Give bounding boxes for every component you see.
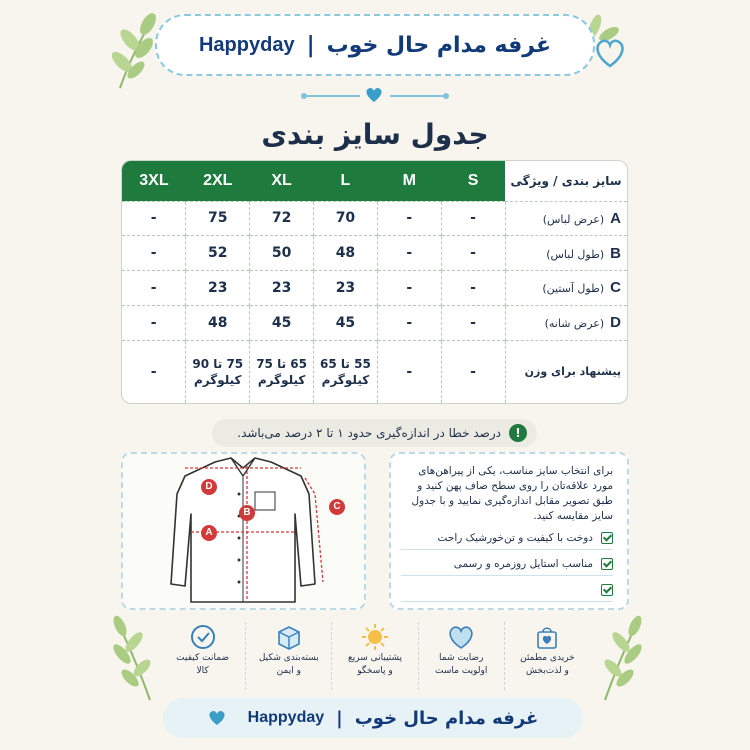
table-row	[122, 236, 627, 271]
table-header-row	[122, 161, 627, 201]
table-cell: 55 تا 65 کیلوگرم	[314, 340, 378, 403]
table-row	[122, 305, 627, 340]
table-row	[122, 340, 627, 403]
page-title: جدول سایز بندی	[261, 118, 489, 151]
footer-banner	[163, 698, 583, 738]
store-title: غرفه مدام حال خوب	[326, 32, 552, 58]
feature-line2: و ایمن	[276, 666, 301, 676]
quality-badge-icon	[188, 622, 218, 652]
table-cell: -	[122, 340, 186, 403]
header-banner	[155, 14, 595, 76]
table-cell: 23	[314, 271, 378, 306]
feature-item	[418, 622, 504, 690]
column-header: M	[377, 161, 441, 201]
warning-icon: !	[509, 424, 527, 442]
table-cell: 23	[186, 271, 250, 306]
check-icon	[601, 584, 613, 596]
row-label: A(عرض لباس)	[505, 201, 627, 236]
table-cell: -	[377, 305, 441, 340]
row-label: C(طول آستین)	[505, 271, 627, 306]
table-cell: -	[441, 201, 505, 236]
shirt-outline-icon	[123, 454, 364, 608]
column-header: 3XL	[122, 161, 186, 201]
heart-icon	[365, 87, 383, 103]
table-cell: 48	[314, 236, 378, 271]
feature-item	[504, 622, 590, 690]
heart-divider	[305, 95, 445, 97]
row-label: D(عرض شانه)	[505, 305, 627, 340]
table-cell: 65 تا 75 کیلوگرم	[250, 340, 314, 403]
footer-separator: |	[336, 707, 343, 729]
row-label: پیشنهاد برای وزن	[505, 340, 627, 403]
table-cell: -	[441, 305, 505, 340]
table-row	[122, 271, 627, 306]
feature-line2: اولویت ماست	[435, 666, 488, 676]
size-table	[121, 160, 628, 404]
table-cell: 50	[250, 236, 314, 271]
table-cell: -	[377, 236, 441, 271]
table-cell: 75	[186, 201, 250, 236]
check-item	[401, 582, 613, 602]
label-a: A	[201, 525, 217, 541]
column-header: S	[441, 161, 505, 201]
row-label: B(طول لباس)	[505, 236, 627, 271]
label-d: D	[201, 479, 217, 495]
shirt-diagram	[121, 452, 366, 610]
table-cell: 70	[314, 201, 378, 236]
table-cell: -	[441, 271, 505, 306]
leaf-branch-bottom-left-icon	[100, 612, 160, 702]
heart-icon	[208, 710, 226, 726]
note-text: درصد خطا در اندازه‌گیری حدود ۱ تا ۲ درصد می‌باشد.	[237, 426, 501, 440]
feature-item	[160, 622, 245, 690]
feature-line1: خریدی مطمئن	[520, 653, 575, 663]
label-b: B	[239, 505, 255, 521]
table-cell: 23	[250, 271, 314, 306]
table-cell: -	[441, 340, 505, 403]
table-cell: -	[122, 201, 186, 236]
leaf-branch-bottom-right-icon	[595, 612, 655, 702]
check-item	[401, 556, 613, 576]
table-cell: 52	[186, 236, 250, 271]
check-icon	[601, 532, 613, 544]
table-cell: -	[122, 305, 186, 340]
feature-line2: و لذت‌بخش	[525, 666, 569, 676]
feature-item	[331, 622, 417, 690]
column-header: XL	[250, 161, 314, 201]
column-header: L	[314, 161, 378, 201]
heart-icon	[446, 622, 476, 652]
feature-line1: بسته‌بندی شکیل	[258, 653, 319, 663]
measuring-guide	[389, 452, 629, 610]
table-cell: -	[377, 340, 441, 403]
table-corner-header: سایز بندی / ویژگی	[505, 161, 627, 201]
brand-name: Happyday	[198, 33, 295, 56]
table-cell: -	[122, 236, 186, 271]
feature-line1: ضمانت کیفیت	[176, 653, 230, 663]
package-icon	[274, 622, 304, 652]
check-icon	[601, 558, 613, 570]
feature-line2: کالا	[196, 666, 209, 676]
table-cell: -	[122, 271, 186, 306]
measurement-note	[212, 419, 537, 447]
table-cell: -	[441, 236, 505, 271]
guide-paragraph: برای انتخاب سایز مناسب، یکی از پیراهن‌های مورد علاقه‌تان را روی سطح صاف پهن کنید و طبق تصویر مقابل اندازه‌گیری نمایید و با جدول سایز مقایسه کنید.	[411, 465, 613, 522]
table-cell: 45	[314, 305, 378, 340]
feature-line1: رضایت شما	[439, 653, 484, 663]
table-cell: 48	[186, 305, 250, 340]
heart-outline-icon	[592, 35, 628, 71]
column-header: 2XL	[186, 161, 250, 201]
feature-line1: پشتیبانی سریع	[347, 653, 403, 663]
footer-store-title: غرفه مدام حال خوب	[354, 707, 539, 729]
table-cell: 72	[250, 201, 314, 236]
table-cell: -	[377, 201, 441, 236]
check-label: مناسب استایل روزمره و رسمی	[453, 557, 593, 570]
check-item	[401, 530, 613, 550]
sun-smile-icon	[360, 622, 390, 652]
table-cell: 45	[250, 305, 314, 340]
label-c: C	[329, 499, 345, 515]
check-label: دوخت با کیفیت و تن‌خورشیک راحت	[437, 531, 593, 544]
table-cell: 75 تا 90 کیلوگرم	[186, 340, 250, 403]
feature-line2: و پاسخگو	[357, 666, 393, 676]
shopping-bag-heart-icon	[532, 622, 562, 652]
footer-brand-name: Happyday	[247, 709, 325, 726]
header-separator: |	[306, 32, 315, 58]
features-row	[160, 622, 590, 690]
table-cell: -	[377, 271, 441, 306]
feature-item	[245, 622, 331, 690]
table-row	[122, 201, 627, 236]
